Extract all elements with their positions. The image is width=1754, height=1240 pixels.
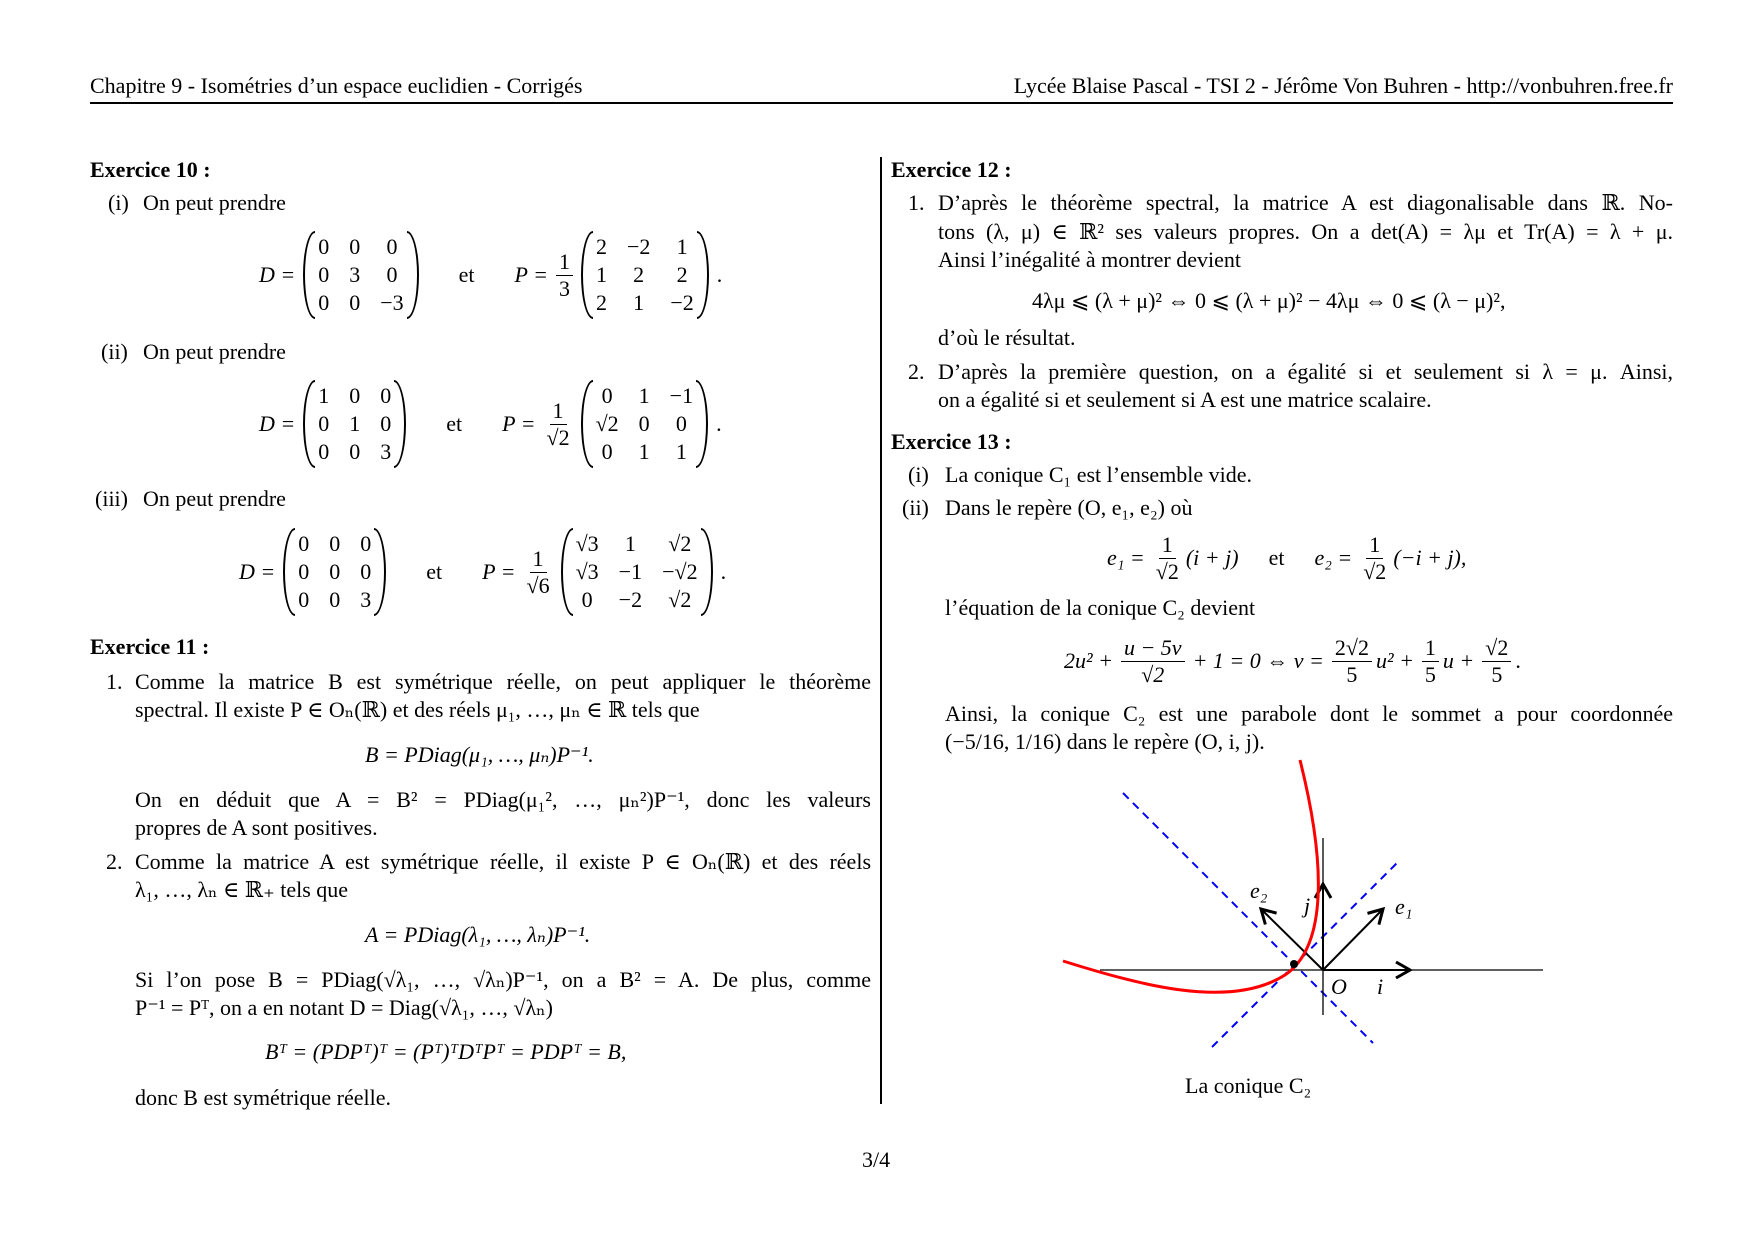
dashed-axis-1 <box>1123 793 1373 1043</box>
matrix-cell: −2 <box>618 587 643 612</box>
matrix-cell: √2 <box>668 587 692 612</box>
matrix-cell: 2 <box>595 290 607 315</box>
label-e2: e₂ <box>1250 878 1268 903</box>
e2-lhs: e₂ = <box>1314 545 1353 570</box>
matrix-cell: 1 <box>624 531 636 556</box>
ex13-equation-intro: l’équation de la conique C₂ devient <box>945 595 1256 620</box>
ex12-eq: 4λμ ⩽ (λ + μ)² ⇔ 0 ⩽ (λ + μ)² − 4λμ ⇔ 0 ⩽ (λ − μ)², <box>1032 288 1506 313</box>
ex12-item2-number: 2. <box>908 359 925 384</box>
ex11-item1-line: Comme la matrice B est symétrique réelle, on peut appliquer le théorème <box>135 669 871 694</box>
ex13-conclusion-line: Ainsi, la conique C₂ est une parabole dont le sommet a pour coordonnée <box>945 701 1673 726</box>
ex12-item2-line: D’après la première question, on a égalité si et seulement si λ = μ. Ainsi, <box>938 359 1673 384</box>
p-label: P = <box>502 411 536 436</box>
matrix-cell: −1 <box>618 559 643 584</box>
ex13-item1-label: (i) <box>908 462 929 487</box>
vertex-point <box>1290 960 1298 968</box>
period: . <box>716 411 722 436</box>
label-O: O <box>1331 974 1347 999</box>
d-label: D = <box>239 559 276 584</box>
ex10-item-text: On peut prendre <box>143 339 286 364</box>
ex11-eq1: B = PDiag(μ₁, …, μₙ)P⁻¹. <box>365 742 594 767</box>
ex10-title: Exercice 10 : <box>90 157 211 182</box>
denominator: √2 <box>546 424 570 450</box>
matrix-cell: 1 <box>638 383 650 408</box>
ex12-item1-number: 1. <box>908 190 925 215</box>
matrix-cell: −√2 <box>662 559 698 584</box>
denominator: √2 <box>1155 558 1179 584</box>
matrix-cell: √2 <box>595 411 619 436</box>
matrix-cell: −3 <box>380 290 404 315</box>
figure-caption: La conique C₂ <box>1185 1073 1312 1098</box>
ex11-item2-after: P⁻¹ = Pᵀ, on a en notant D = Diag(√λ₁, …, √λₙ) <box>135 995 553 1020</box>
e1-rhs: (i + j) <box>1185 545 1239 570</box>
eq-part: + 1 = 0 ⇔ v = <box>1192 648 1324 673</box>
matrix-cell: −1 <box>669 383 694 408</box>
ex10-item-label: (i) <box>108 190 129 215</box>
numerator: 1 <box>556 249 573 276</box>
numerator: 1 <box>1366 532 1383 559</box>
matrix-cell: 0 <box>380 383 392 408</box>
matrix-cell: 2 <box>676 262 688 287</box>
matrix-cell: 0 <box>318 234 330 259</box>
parabola-curve <box>1063 760 1318 992</box>
ex13-conclusion-line: (−5/16, 1/16) dans le repère (O, i, j). <box>945 729 1265 754</box>
ex12-title: Exercice 12 : <box>891 157 1012 182</box>
eq-part: u² + <box>1375 648 1414 673</box>
matrix-cell: 1 <box>318 383 330 408</box>
ex11-title: Exercice 11 : <box>90 634 210 659</box>
matrix-cell: 0 <box>298 531 310 556</box>
label-i: i <box>1377 974 1384 999</box>
period: . <box>716 262 723 287</box>
p-label: P = <box>482 559 516 584</box>
ex10-item-text: On peut prendre <box>143 190 286 215</box>
et-word: et <box>446 411 463 436</box>
et-word: et <box>1268 545 1285 570</box>
matrix-cell: 3 <box>349 262 361 287</box>
matrix-cell: 2 <box>633 262 645 287</box>
matrix-cell: 0 <box>298 587 310 612</box>
matrix-cell: 0 <box>318 290 330 315</box>
matrix-cell: 2 <box>595 234 607 259</box>
matrix-cell: 0 <box>349 234 361 259</box>
matrix-cell: −2 <box>670 290 694 315</box>
matrix-cell: 0 <box>360 559 372 584</box>
e2-rhs: (−i + j), <box>1393 545 1467 570</box>
matrix-cell: 0 <box>318 439 330 464</box>
ex11-item2-line: λ₁, …, λₙ ∈ ℝ₊ tels que <box>135 877 349 902</box>
ex12-item1-line: tons (λ, μ) ∈ ℝ² ses valeurs propres. On a det(A) = λμ et Tr(A) = λ + μ. <box>938 219 1673 244</box>
ex12-item1-line: D’après le théorème spectral, la matrice A est diagonalisable dans ℝ. No- <box>938 190 1673 215</box>
matrix-cell: 0 <box>318 262 330 287</box>
matrix-cell: 0 <box>380 411 392 436</box>
numerator: √2 <box>1482 635 1511 662</box>
numerator: 2√2 <box>1332 635 1372 662</box>
denominator: 5 <box>1491 661 1503 687</box>
ex10-item-label: (ii) <box>101 339 128 364</box>
matrix-cell: 1 <box>595 262 607 287</box>
label-e1: e₁ <box>1395 894 1413 919</box>
matrix-cell: √3 <box>575 559 599 584</box>
ex13-item1-text: La conique C₁ est l’ensemble vide. <box>945 462 1253 487</box>
page-number: 3/4 <box>862 1147 891 1172</box>
ex13-title: Exercice 13 : <box>891 429 1012 454</box>
ex11-conclusion: donc B est symétrique réelle. <box>135 1085 391 1110</box>
ex13-item2-label: (ii) <box>902 495 929 520</box>
denominator: √2 <box>1363 558 1387 584</box>
eq-part: . <box>1515 648 1521 673</box>
matrix-cell: −2 <box>626 234 651 259</box>
matrix-cell: 0 <box>638 411 650 436</box>
matrix-cell: 0 <box>329 587 341 612</box>
et-word: et <box>458 262 475 287</box>
label-j: j <box>1304 893 1311 918</box>
matrix-cell: 3 <box>380 439 392 464</box>
eq-part: u + <box>1442 648 1475 673</box>
d-label: D = <box>259 411 296 436</box>
matrix-cell: 0 <box>386 234 398 259</box>
eq-part: 2u² + <box>1064 648 1113 673</box>
matrix-cell: 1 <box>638 439 650 464</box>
ex12-item1-line: Ainsi l’inégalité à montrer devient <box>938 247 1242 272</box>
matrix-cell: 0 <box>329 559 341 584</box>
denominator: 5 <box>1424 661 1436 687</box>
p-label: P = <box>514 262 548 287</box>
matrix-cell: 0 <box>349 383 361 408</box>
ex11-item2-line: Comme la matrice A est symétrique réelle, il existe P ∈ Oₙ(ℝ) et des réels <box>135 849 871 874</box>
denominator: 5 <box>1346 661 1358 687</box>
matrix-cell: √2 <box>668 531 692 556</box>
header-right: Lycée Blaise Pascal - TSI 2 - Jérôme Von Buhren - http://vonbuhren.free.fr <box>1013 73 1673 98</box>
matrix-cell: 0 <box>601 439 613 464</box>
matrix-cell: 0 <box>318 411 330 436</box>
d-label: D = <box>259 262 296 287</box>
matrix-cell: 1 <box>349 411 361 436</box>
ex11-item1-after: propres de A sont positives. <box>135 815 378 840</box>
matrix-cell: 0 <box>386 262 398 287</box>
matrix-cell: 0 <box>360 531 372 556</box>
ex11-item1-after: On en déduit que A = B² = PDiag(μ₁², …, μₙ²)P⁻¹, donc les valeurs <box>135 787 871 812</box>
matrix-cell: 1 <box>633 290 645 315</box>
ex12-item1-after: d’où le résultat. <box>938 325 1076 350</box>
matrix-cell: 0 <box>349 439 361 464</box>
matrix-cell: 1 <box>675 439 687 464</box>
header-left: Chapitre 9 - Isométries d’un espace euclidien - Corrigés <box>90 73 583 98</box>
numerator: u − 5v <box>1121 635 1185 662</box>
numerator: 1 <box>550 398 567 425</box>
matrix-cell: √3 <box>575 531 599 556</box>
numerator: 1 <box>530 546 547 573</box>
denominator: 3 <box>558 275 570 301</box>
denominator: √6 <box>526 572 550 598</box>
matrix-cell: 0 <box>329 531 341 556</box>
ex12-item2-line: on a égalité si et seulement si A est une matrice scalaire. <box>938 387 1432 412</box>
matrix-cell: 0 <box>581 587 593 612</box>
ex11-eq2: A = PDiag(λ₁, …, λₙ)P⁻¹. <box>365 922 591 947</box>
numerator: 1 <box>1422 635 1439 662</box>
ex10-item-label: (iii) <box>95 486 128 511</box>
numerator: 1 <box>1159 532 1176 559</box>
ex10-item-text: On peut prendre <box>143 486 286 511</box>
ex11-item2-number: 2. <box>106 849 123 874</box>
et-word: et <box>426 559 443 584</box>
matrix-cell: 3 <box>360 587 372 612</box>
matrix-cell: 0 <box>675 411 687 436</box>
matrix-cell: 0 <box>349 290 361 315</box>
ex11-eq3: Bᵀ = (PDPᵀ)ᵀ = (Pᵀ)ᵀDᵀPᵀ = PDPᵀ = B, <box>265 1039 627 1064</box>
denominator: √2 <box>1141 661 1165 687</box>
ex13-item2-text: Dans le repère (O, e₁, e₂) où <box>945 495 1193 520</box>
ex11-item2-after: Si l’on pose B = PDiag(√λ₁, …, √λₙ)P⁻¹, on a B² = A. De plus, comme <box>135 967 871 992</box>
vector-e1-arrow <box>1323 909 1383 970</box>
matrix-cell: 0 <box>601 383 613 408</box>
period: . <box>720 559 727 584</box>
ex11-item1-number: 1. <box>106 669 123 694</box>
matrix-cell: 1 <box>676 234 688 259</box>
e1-lhs: e₁ = <box>1107 545 1145 570</box>
matrix-cell: 0 <box>298 559 310 584</box>
ex11-item1-line: spectral. Il existe P ∈ Oₙ(ℝ) et des réels μ₁, …, μₙ ∈ ℝ tels que <box>135 697 700 722</box>
